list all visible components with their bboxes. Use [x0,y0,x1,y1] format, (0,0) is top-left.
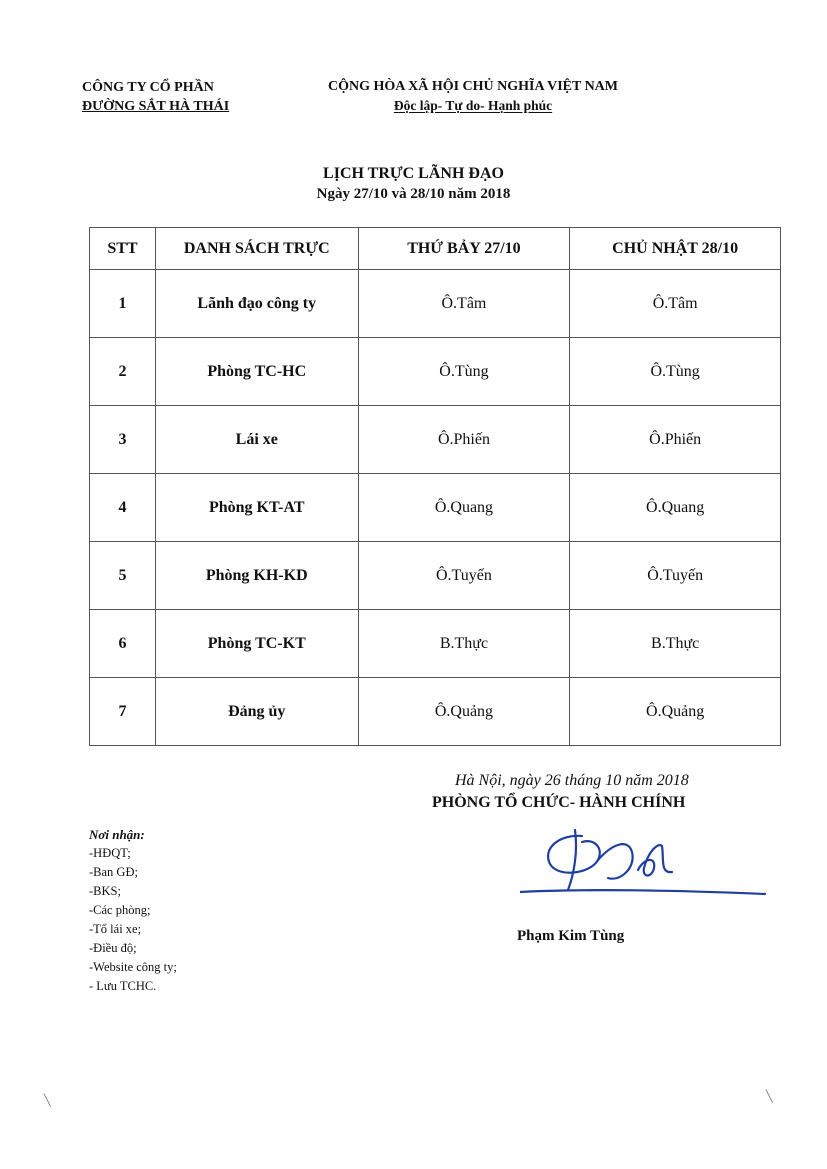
company-line-2: ĐƯỜNG SẮT HÀ THÁI [82,99,230,114]
company-name [82,78,229,116]
row-stt: 7 [90,678,156,746]
row-saturday: Ô.Tâm [358,270,570,338]
national-header [292,77,654,115]
row-saturday: Ô.Tùng [358,338,570,406]
row-unit: Phòng TC-HC [155,338,358,406]
row-saturday: Ô.Quảng [358,678,570,746]
row-stt: 5 [90,542,156,610]
list-item: -Tổ lái xe; [89,922,142,936]
row-unit: Đảng ủy [155,678,358,746]
list-item: -Điều độ; [89,941,137,955]
place-date: Hà Nội, ngày 26 tháng 10 năm 2018 [455,772,689,789]
row-sunday: Ô.Tuyến [570,542,781,610]
row-saturday: B.Thực [358,610,570,678]
nation-title: CỘNG HÒA XÃ HỘI CHỦ NGHĨA VIỆT NAM [327,79,618,94]
table-row [90,270,781,338]
motto: Độc lập- Tự do- Hạnh phúc [393,98,553,113]
list-item: -Các phòng; [89,903,151,917]
table-row [90,610,781,678]
table-row [90,678,781,746]
recipients-list [89,844,177,996]
table-row [90,338,781,406]
recipients-block [89,825,177,996]
row-sunday: B.Thực [570,610,781,678]
row-sunday: Ô.Phiến [570,406,781,474]
recipients-heading: Nơi nhận: [89,827,145,842]
row-sunday: Ô.Tâm [570,270,781,338]
row-stt: 3 [90,406,156,474]
row-saturday: Ô.Tuyến [358,542,570,610]
handwritten-signature [520,822,770,902]
table-row [90,474,781,542]
list-item: -BKS; [89,884,121,898]
table-header-row [90,228,781,270]
header-stt: STT [90,228,156,270]
row-stt: 6 [90,610,156,678]
list-item: -HĐQT; [89,846,131,860]
row-unit: Lãnh đạo công ty [155,270,358,338]
list-item: -Ban GĐ; [89,865,138,879]
row-saturday: Ô.Phiến [358,406,570,474]
header-unit: DANH SÁCH TRỰC [155,228,358,270]
title-date: Ngày 27/10 và 28/10 năm 2018 [316,186,511,202]
document-title [0,163,827,205]
row-stt: 1 [90,270,156,338]
header-saturday: THỨ BẢY 27/10 [358,228,570,270]
row-unit: Phòng KH-KD [155,542,358,610]
scan-mark: ╲ [44,1095,51,1107]
header-sunday: CHỦ NHẬT 28/10 [570,228,781,270]
issuing-department: PHÒNG TỔ CHỨC- HÀNH CHÍNH [432,794,686,811]
row-sunday: Ô.Quang [570,474,781,542]
row-unit: Lái xe [155,406,358,474]
list-item: - Lưu TCHC. [89,979,157,993]
row-unit: Phòng KT-AT [155,474,358,542]
row-unit: Phòng TC-KT [155,610,358,678]
row-sunday: Ô.Tùng [570,338,781,406]
duty-schedule-table [89,227,781,746]
row-stt: 2 [90,338,156,406]
signer-name: Phạm Kim Tùng [517,928,625,944]
scan-mark: ╲ [766,1091,773,1103]
row-sunday: Ô.Quảng [570,678,781,746]
table-row [90,542,781,610]
table-row [90,406,781,474]
company-line-1: CÔNG TY CỔ PHẦN [82,80,214,95]
row-stt: 4 [90,474,156,542]
row-saturday: Ô.Quang [358,474,570,542]
title-main: LỊCH TRỰC LÃNH ĐẠO [323,165,504,182]
list-item: -Website công ty; [89,960,177,974]
